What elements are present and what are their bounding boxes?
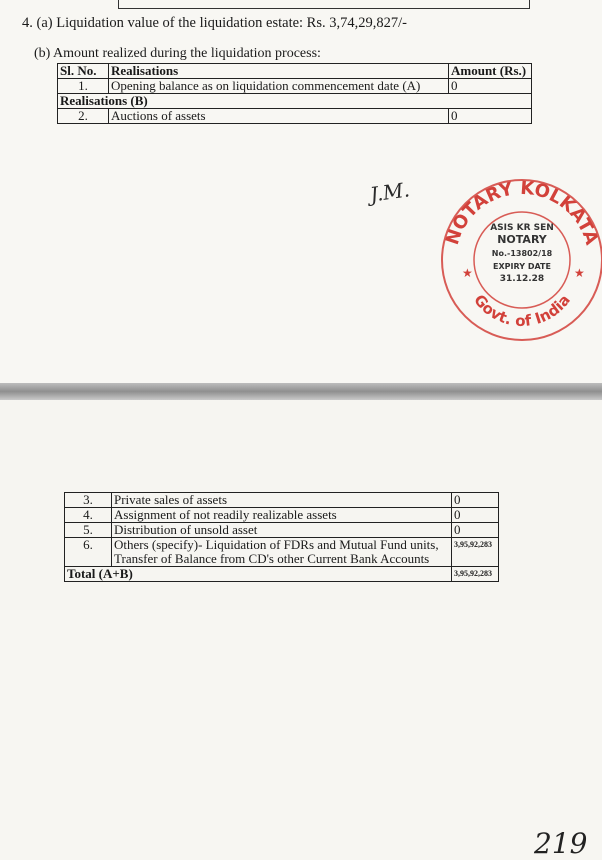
row-desc-line2: Transfer of Balance from CD's other Current Bank Accounts	[114, 551, 430, 566]
row-sl: 1.	[58, 79, 109, 94]
total-label: Total (A+B)	[65, 567, 452, 582]
prior-table-border	[118, 0, 530, 9]
row-sl: 3.	[65, 493, 112, 508]
stamp-top-text: NOTARY KOLKATA	[441, 177, 602, 248]
amount-realized-line: (b) Amount realized during the liquidation process:	[34, 46, 321, 61]
row-amount: 0	[452, 508, 499, 523]
row-amount: 3,95,92,283	[452, 538, 499, 567]
stamp-expiry-label: EXPIRY DATE	[493, 262, 551, 271]
row-sl: 4.	[65, 508, 112, 523]
page-divider	[0, 383, 602, 400]
table-row	[65, 493, 499, 508]
row-desc: Auctions of assets	[109, 109, 449, 124]
row-desc: Distribution of unsold asset	[112, 523, 452, 538]
realisations-table-continued	[64, 492, 499, 582]
table-header-row	[58, 64, 532, 79]
table-row	[65, 538, 499, 567]
header-amount: Amount (Rs.)	[449, 64, 532, 79]
header-sl-no: Sl. No.	[58, 64, 109, 79]
row-desc: Opening balance as on liquidation commencement date (A)	[109, 79, 449, 94]
table-row	[58, 109, 532, 124]
row-amount: 0	[452, 523, 499, 538]
stamp-star-right: ★	[574, 266, 585, 280]
row-desc: Assignment of not readily realizable assets	[112, 508, 452, 523]
svg-text:Govt. of India	[470, 291, 574, 330]
total-amount: 3,95,92,283	[452, 567, 499, 582]
stamp-reg-no: No.-13802/18	[491, 249, 553, 258]
header-realisations: Realisations	[109, 64, 449, 79]
row-desc-line1: Others (specify)- Liquidation of FDRs and Mutual Fund units,	[114, 537, 439, 552]
realisations-b-heading: Realisations (B)	[58, 94, 532, 109]
notary-stamp	[438, 165, 602, 355]
row-sl: 2.	[58, 109, 109, 124]
stamp-bottom-text: Govt. of India	[470, 290, 574, 331]
row-sl: 6.	[65, 538, 112, 567]
table-row	[65, 508, 499, 523]
realisations-table	[57, 63, 532, 124]
row-desc: Private sales of assets	[112, 493, 452, 508]
row-amount: 0	[452, 493, 499, 508]
liquidation-value-line: 4. (a) Liquidation value of the liquidation estate: Rs. 3,74,29,827/-	[22, 15, 407, 31]
row-desc	[112, 538, 452, 567]
row-amount: 0	[449, 79, 532, 94]
stamp-expiry-date: 31.12.28	[499, 274, 545, 284]
stamp-star-left: ★	[462, 266, 473, 280]
handwritten-page-number: 219	[534, 827, 588, 860]
signature: J.M.	[368, 177, 412, 207]
stamp-notary: NOTARY	[497, 233, 547, 246]
table-row	[58, 79, 532, 94]
table-row	[65, 523, 499, 538]
page-top	[0, 0, 602, 383]
table-subheading-row	[58, 94, 532, 109]
total-row	[65, 567, 499, 582]
row-sl: 5.	[65, 523, 112, 538]
row-amount: 0	[449, 109, 532, 124]
stamp-name: ASIS KR SEN	[490, 223, 554, 233]
